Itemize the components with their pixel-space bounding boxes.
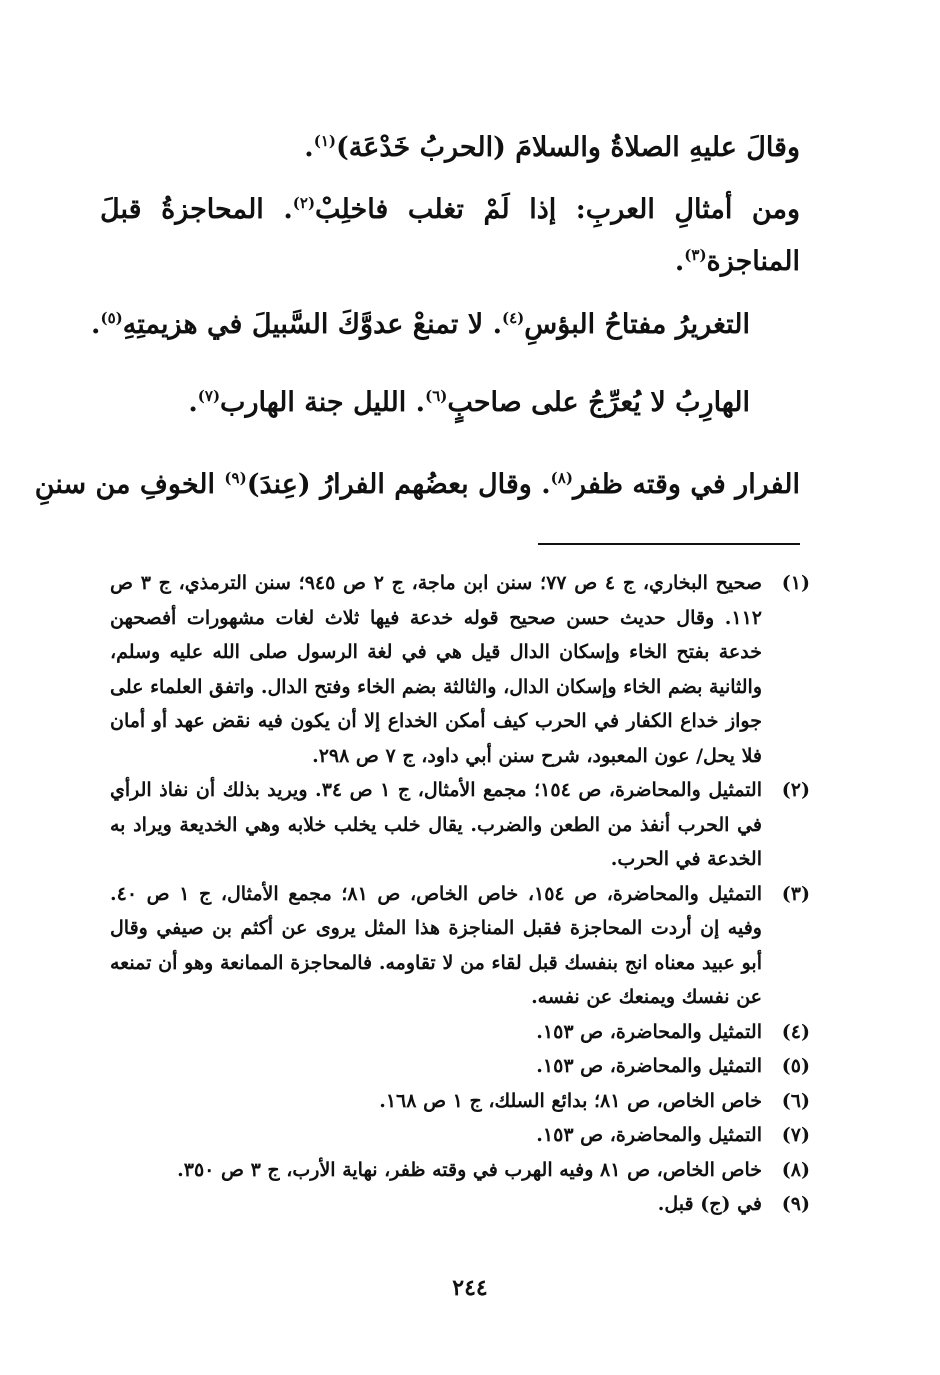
main-text: الهارِبُ لا يُعرِّجُ على صاحبٍ xyxy=(447,387,750,418)
main-text: . لا تمنعْ عدوَّكَ السَّبيلَ في هزيمتِهِ xyxy=(122,309,502,340)
footnote-8 xyxy=(110,1153,810,1188)
footnote-text: صحيح البخاري، ج ٤ ص ٧٧؛ سنن ابن ماجة، ج ٢ ص ٩٤٥؛ سنن الترمذي، ج ٣ ص ١١٢. وقال حديث حسن صحيح قوله خدعة فيها ثلاث لغات مشهورات أفصحهن خدعة بفتح الخاء وإسكان الدال قيل هي في لغة الرسول صلى الله عليه وسلم، والثانية بضم الخاء وإسكان الدال، والثالثة بضم الخاء وفتح الدال. واتفق العلماء على جواز خداع الكفار في الحرب كيف أمكن الخداع إلا أن يكون فيه نقض عهد أو أمان فلا يحل/ عون المعبود، شرح سنن أبي داود، ج ٧ ص ٢٩٨. xyxy=(110,572,762,767)
footnote-number: (٥) xyxy=(781,1055,810,1077)
page-number: ٢٤٤ xyxy=(452,1275,488,1301)
footnote-text: التمثيل والمحاضرة، ص ١٥٣. xyxy=(536,1124,762,1146)
footnote-1 xyxy=(110,566,810,773)
footnote-ref: (٧) xyxy=(197,387,221,405)
footnote-text: التمثيل والمحاضرة، ص ١٥٣. xyxy=(536,1055,762,1077)
main-line-4: الهارِبُ لا يُعرِّجُ على صاحبٍ$^{(٦)}$. الليل جنة الهارب$^{(٧)}$. xyxy=(188,387,750,418)
main-text: الفرار في وقته ظفر xyxy=(572,469,800,500)
main-text: . وقال بعضُهم الفرارُ (عِندَ) xyxy=(246,469,551,500)
footnote-ref: (٩) xyxy=(224,469,247,487)
footnote-2 xyxy=(110,773,810,877)
footnote-ref: (٢) xyxy=(292,194,316,212)
main-line-5 xyxy=(34,462,800,508)
footnote-text: التمثيل والمحاضرة، ص ١٥٣. xyxy=(536,1020,762,1043)
footnote-separator xyxy=(538,543,800,545)
footnote-number: (٣) xyxy=(781,882,810,905)
footnote-number: (٤) xyxy=(781,1020,810,1043)
footnote-6 xyxy=(110,1084,810,1119)
main-text: ومن أمثالِ العربِ: إذا لَمْ تغلب فاخلِبْ xyxy=(315,194,800,225)
main-text: التغريرُ مفتاحُ البؤسِ xyxy=(524,309,750,340)
main-text: . الليل جنة الهارب xyxy=(220,387,426,418)
main-line-1: وقالَ عليهِ الصلاةُ والسلامَ (الحربُ خَدْعَة)$^{(١)}$. xyxy=(304,132,800,163)
main-paragraph-2: ومن أمثالِ العربِ: إذا لَمْ تغلب فاخلِبْ$^{(٢)}$. المحاجزةُ قبلَ المناجزة$^{(٣)}$. xyxy=(100,194,800,277)
footnote-3 xyxy=(110,877,810,1015)
footnote-4 xyxy=(110,1015,810,1050)
footnote-5 xyxy=(110,1049,810,1084)
footnote-number: (٦) xyxy=(781,1089,810,1112)
footnote-number: (١) xyxy=(781,572,810,594)
footnote-ref: (١) xyxy=(313,132,336,150)
main-text: وقالَ عليهِ الصلاةُ والسلامَ (الحربُ خَدْعَة) xyxy=(335,132,800,163)
footnote-7 xyxy=(110,1118,810,1153)
footnote-ref: (٣) xyxy=(684,246,707,264)
footnote-text: التمثيل والمحاضرة، ص ١٥٤، خاص الخاص، ص ٨١؛ مجمع الأمثال، ج ١ ص ٤٠. وفيه إن أردت المحاجزة فقبل المناجزة هذا المثل يروى عن أكثم بن صيفي وقال أبو عبيد معناه انج بنفسك قبل لقاء من لا تقاومه. فالمحاجزة الممانعة وهو أن تمنعه عن نفسك ويمنعك عن نفسه. xyxy=(110,882,762,1008)
footnote-text: خاص الخاص، ص ٨١؛ بدائع السلك، ج ١ ص ١٦٨. xyxy=(379,1089,762,1112)
footnote-number: (٧) xyxy=(781,1124,810,1146)
footnote-text: خاص الخاص، ص ٨١ وفيه الهرب في وقته ظفر، نهاية الأرب، ج ٣ ص ٣٥٠. xyxy=(177,1158,762,1181)
footnote-ref: (٤) xyxy=(502,309,525,327)
footnote-text: التمثيل والمحاضرة، ص ١٥٤؛ مجمع الأمثال، ج ١ ص ٣٤. ويريد بذلك أن نفاذ الرأي في الحرب أنفذ من الطعن والضرب. يقال خلب يخلب خلابه وهي الخديعة ويراد به الخدعة في الحرب. xyxy=(110,779,763,870)
footnote-9 xyxy=(110,1187,810,1222)
footnote-text: في (ج) قبل. xyxy=(657,1193,762,1215)
footnote-ref: (٥) xyxy=(100,309,123,327)
main-text: . المحاجزةُ قبلَ المناجزة xyxy=(100,194,800,277)
footnote-number: (٨) xyxy=(781,1158,810,1181)
footnote-number: (٢) xyxy=(781,779,810,801)
footnote-ref: (٨) xyxy=(550,469,573,487)
footnote-ref: (٦) xyxy=(425,387,448,405)
main-text: الخوفِ من سننِ xyxy=(34,469,225,500)
main-line-3: التغريرُ مفتاحُ البؤسِ$^{(٤)}$. لا تمنعْ عدوَّكَ السَّبيلَ في هزيمتِهِ$^{(٥)}$. xyxy=(91,309,750,340)
footnote-number: (٩) xyxy=(781,1193,810,1215)
footnotes xyxy=(110,566,810,1222)
